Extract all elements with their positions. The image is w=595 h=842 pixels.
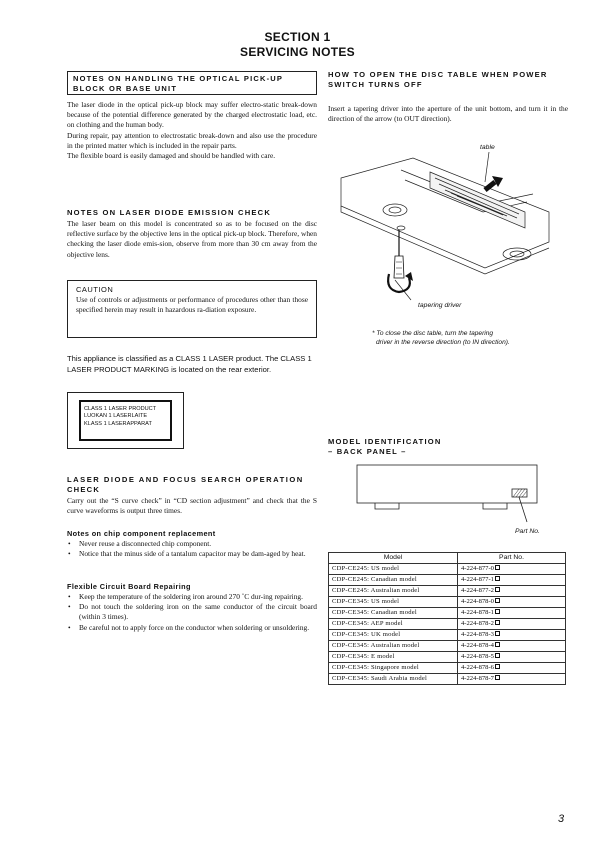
checkbox-square-icon: [495, 631, 500, 636]
part-no-label: Part No.: [515, 528, 540, 535]
paragraph: The laser diode in the optical pick-up block may suffer electro-static break-down because of the potential difference generated by the charged electrostatic load, etc. on clothing and the human body.: [67, 100, 317, 130]
list-item: • Notice that the minus side of a tantalum capacitor may be dam-aged by heat.: [67, 549, 317, 559]
checkbox-square-icon: [495, 664, 500, 669]
disc-table-illustration: [335, 150, 555, 315]
checkbox-square-icon: [495, 598, 500, 603]
table-row: CDP-CE345: UK model 4-224-878-3: [329, 630, 566, 641]
tapering-driver-label: tapering driver: [418, 302, 462, 309]
focus-search-heading: LASER DIODE AND FOCUS SEARCH OPERATION CHECK: [67, 475, 304, 494]
table-header-row: [329, 553, 566, 564]
chip-component-heading: Notes on chip component replacement: [67, 529, 216, 538]
checkbox-square-icon: [495, 675, 500, 680]
caution-title: CAUTION: [76, 285, 114, 294]
column-header-model: Model: [329, 553, 458, 564]
laser-emission-text: The laser beam on this model is concentrated so as to be focused on the disc reflective surface by the objective lens in the optical pick-up block. Therefore, when checking the laser diode emis-sion, observe from more than 30 cm away from the objective lens.: [67, 219, 317, 259]
table-row: CDP-CE345: E model 4-224-878-5: [329, 652, 566, 663]
paragraph: The flexible board is easily damaged and should be handled with care.: [67, 151, 276, 161]
checkbox-square-icon: [495, 642, 500, 647]
table-row: CDP-CE345: Australian model 4-224-878-4: [329, 641, 566, 652]
caution-box: [67, 280, 317, 338]
table-row: CDP-CE345: US model 4-224-878-0: [329, 597, 566, 608]
back-panel-illustration: [355, 460, 555, 530]
table-row: CDP-CE345: Canadian model 4-224-878-1: [329, 608, 566, 619]
table-row: CDP-CE345: Saudi Arabia model 4-224-878-7: [329, 674, 566, 685]
paragraph: During repair, pay attention to electrostatic break-down and also use the procedure in the printed matter which is included in the repair parts.: [67, 130, 317, 150]
focus-search-text: Carry out the “S curve check” in “CD section adjustment” and check that the S curve waveforms is output three times.: [67, 496, 317, 516]
list-item: • Keep the temperature of the soldering iron around 270 ˚C dur-ing repairing.: [67, 592, 317, 602]
checkbox-square-icon: [495, 620, 500, 625]
laser-emission-heading: NOTES ON LASER DIODE EMISSION CHECK: [67, 208, 272, 217]
optical-pickup-heading: NOTES ON HANDLING THE OPTICAL PICK-UP BLOCK OR BASE UNIT: [67, 71, 317, 95]
page-title: SERVICING NOTES: [240, 45, 355, 59]
flexible-board-heading: Flexible Circuit Board Repairing: [67, 582, 191, 591]
section-number: SECTION 1: [264, 30, 331, 44]
page-number: 3: [558, 813, 565, 825]
disc-table-heading: HOW TO OPEN THE DISC TABLE WHEN POWER SWITCH TURNS OFF: [328, 70, 548, 89]
flexible-board-list: [67, 592, 317, 633]
checkbox-square-icon: [495, 565, 500, 570]
list-item: • Do not touch the soldering iron on the same conductor of the circuit board (within 3 times).: [67, 602, 317, 622]
table-row: CDP-CE245: Canadian model 4-224-877-1: [329, 575, 566, 586]
checkbox-square-icon: [495, 609, 500, 614]
checkbox-square-icon: [495, 653, 500, 658]
laser-product-label: CLASS 1 LASER PRODUCT LUOKAN 1 LASERLAITE KLASS 1 LASERAPPARAT: [79, 400, 172, 441]
caution-text: Use of controls or adjustments or performance of procedures other than those specified herein may result in hazardous ra-diation exposure.: [76, 295, 308, 315]
parts-table: [328, 552, 566, 685]
table-row: CDP-CE245: Australian model 4-224-877-2: [329, 586, 566, 597]
list-item: • Never reuse a disconnected chip component.: [67, 539, 317, 549]
list-item: • Be careful not to apply force on the conductor when soldering or unsoldering.: [67, 623, 317, 633]
close-table-note: * To close the disc table, turn the tapering driver in the reverse direction (to IN direction).: [372, 330, 510, 346]
table-label: table: [480, 144, 495, 151]
optical-pickup-body: [67, 100, 317, 161]
table-row: CDP-CE345: AEP model 4-224-878-2: [329, 619, 566, 630]
table-row: CDP-CE245: US model 4-224-877-0: [329, 564, 566, 575]
laser-class-text: This appliance is classified as a CLASS 1 LASER product. The CLASS 1 LASER PRODUCT MARKING is located on the rear exterior.: [67, 354, 312, 374]
table-row: CDP-CE345: Singapore model 4-224-878-6: [329, 663, 566, 674]
column-header-part-no: Part No.: [458, 553, 566, 564]
checkbox-square-icon: [495, 576, 500, 581]
checkbox-square-icon: [495, 587, 500, 592]
chip-component-list: [67, 539, 317, 559]
disc-table-text: Insert a tapering driver into the aperture of the unit bottom, and turn it in the direction of the arrow (to OUT direction).: [328, 104, 568, 124]
model-identification-heading: MODEL IDENTIFICATION – BACK PANEL –: [328, 437, 442, 456]
